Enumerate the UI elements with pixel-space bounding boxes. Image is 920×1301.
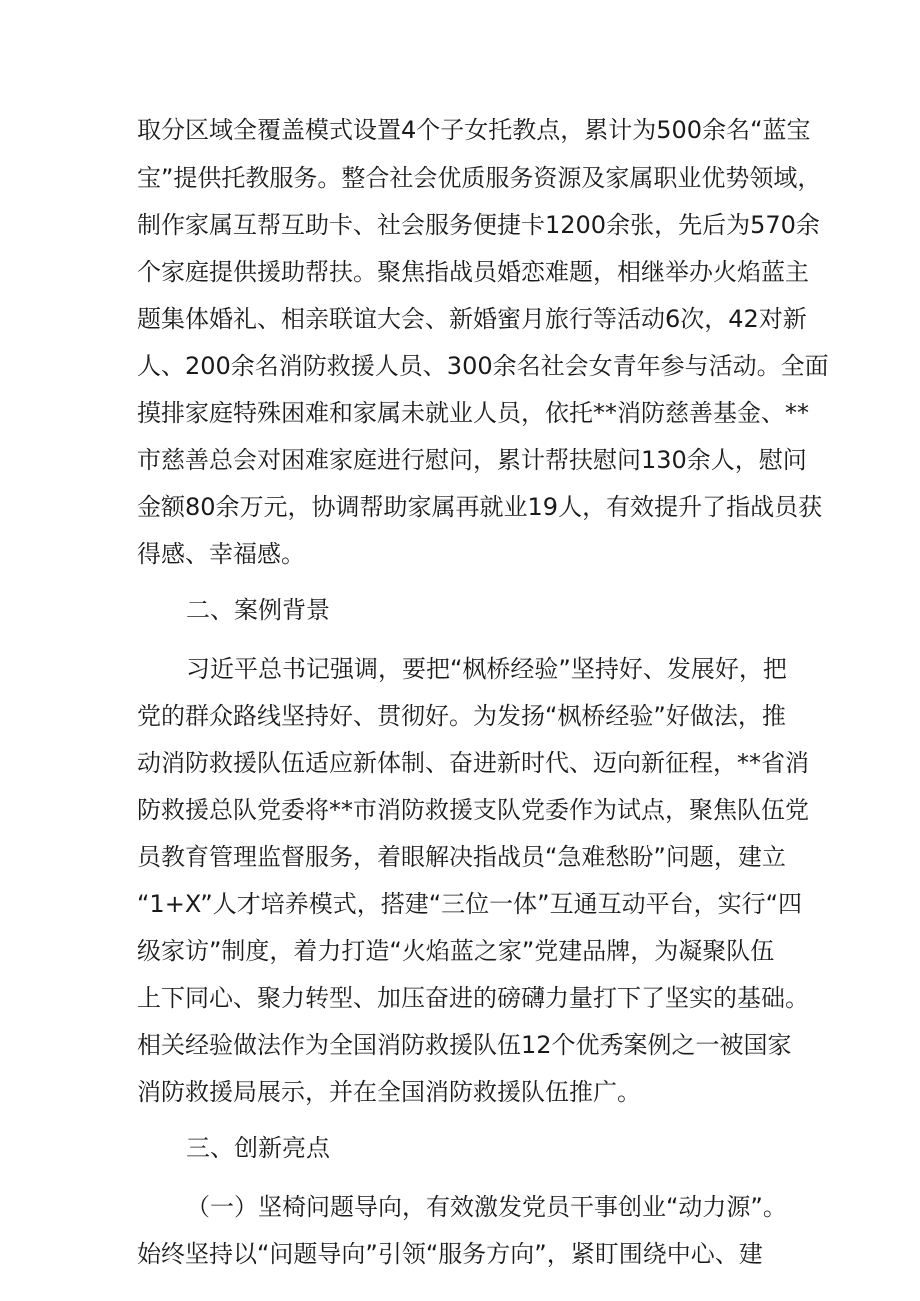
text-line: 金额80余万元，协调帮助家属再就业19人，有效提升了指战员获 xyxy=(137,493,823,521)
text-line: 防救援总队党委将**市消防救援支队党委作为试点，聚焦队伍党 xyxy=(137,796,809,824)
text-line: 动消防救援队伍适应新体制、奋进新时代、迈向新征程，**省消 xyxy=(137,749,809,777)
text-line: 得感、幸福感。 xyxy=(137,540,305,568)
text-line: 宝”提供托教服务。整合社会优质服务资源及家属职业优势领域， xyxy=(137,164,822,192)
text-line: 题集体婚礼、相亲联谊大会、新婚蜜月旅行等活动6次，42对新 xyxy=(137,305,807,333)
text-line: 制作家属互帮互助卡、社会服务便捷卡1200余张，先后为570余 xyxy=(137,211,820,239)
text-line: 党的群众路线坚持好、贯彻好。为发扬“枫桥经验”好做法，推 xyxy=(137,702,786,730)
section-heading-innovation: 三、创新亮点 xyxy=(186,1134,330,1162)
section-heading-background: 二、案例背景 xyxy=(186,596,330,624)
text-line: 个家庭提供援助帮扶。聚焦指战员婚恋难题，相继举办火焰蓝主 xyxy=(137,258,809,286)
text-line: 员教育管理监督服务，着眼解决指战员“急难愁盼”问题，建立 xyxy=(137,843,786,871)
text-line: 习近平总书记强调，要把“枫桥经验”坚持好、发展好，把 xyxy=(186,655,787,683)
text-line: 始终坚持以“问题导向”引领“服务方向”，紧盯围绕中心、建 xyxy=(137,1240,763,1268)
text-line: 级家访”制度，着力打造“火焰蓝之家”党建品牌，为凝聚队伍 xyxy=(137,937,775,965)
text-line: 上下同心、聚力转型、加压奋进的磅礴力量打下了坚实的基础。 xyxy=(137,984,809,1012)
text-line: 消防救援局展示，并在全国消防救援队伍推广。 xyxy=(137,1078,641,1106)
text-line: （一）坚椅问题导向，有效激发党员干事创业“动力源”。 xyxy=(186,1193,787,1221)
text-line: 摸排家庭特殊困难和家属未就业人员，依托**消防慈善基金、** xyxy=(137,399,809,427)
text-line: 相关经验做法作为全国消防救援队伍12个优秀案例之一被国家 xyxy=(137,1031,792,1059)
text-line: “1+X”人才培养模式，搭建“三位一体”互通互动平台，实行“四 xyxy=(137,890,803,918)
text-line: 市慈善总会对困难家庭进行慰问，累计帮扶慰问130余人，慰问 xyxy=(137,446,807,474)
text-line: 取分区域全覆盖模式设置4个子女托教点，累计为500余名“蓝宝 xyxy=(137,116,811,144)
text-line: 人、200余名消防救援人员、300余名社会女青年参与活动。全面 xyxy=(137,352,829,380)
